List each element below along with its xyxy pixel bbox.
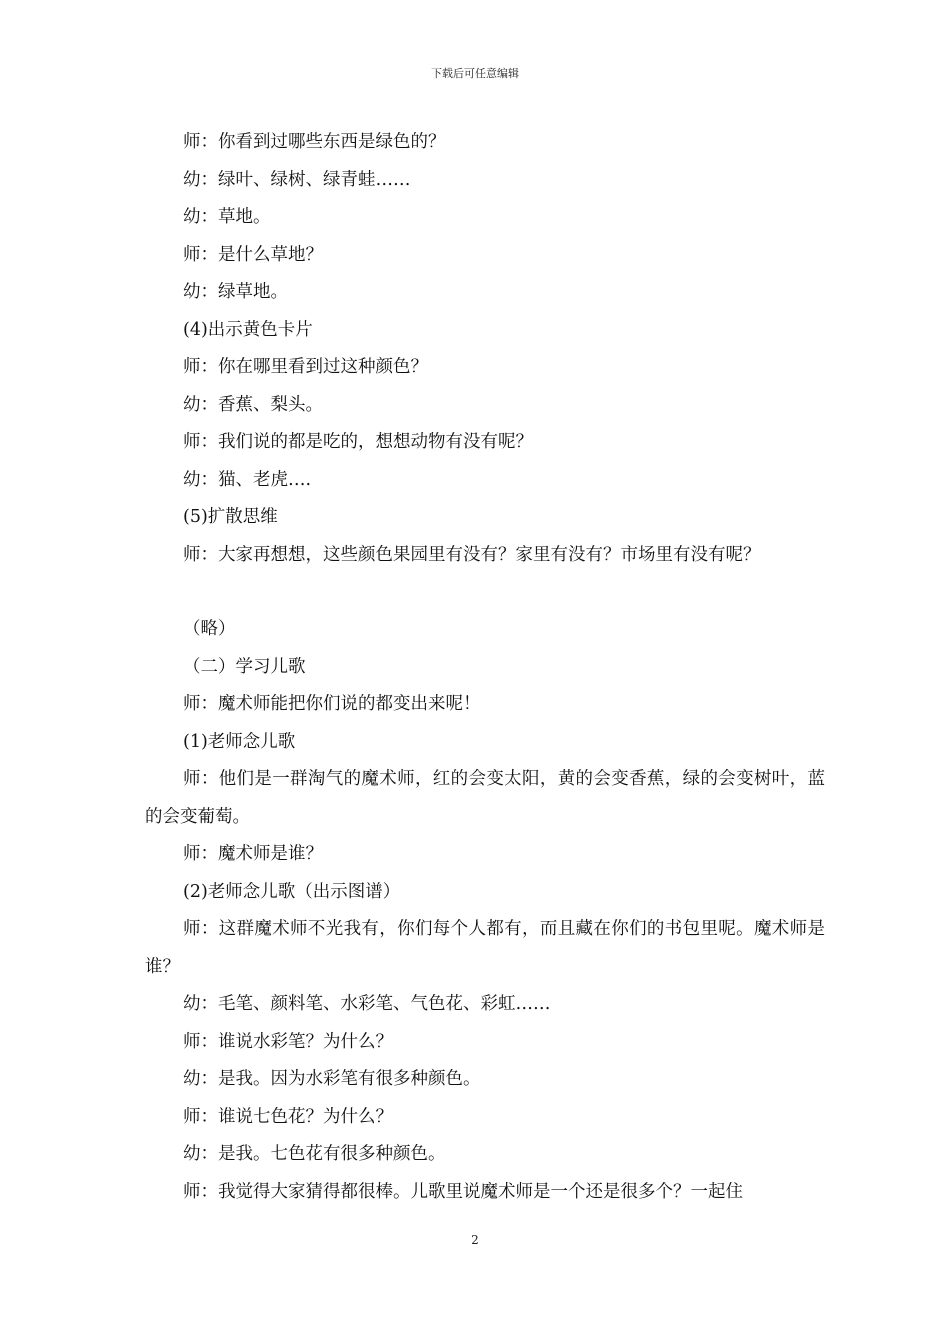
section-step: (4)出示黄色卡片 bbox=[183, 319, 313, 340]
paragraph-line: 幼：草地。 bbox=[183, 207, 271, 227]
page-header: 下载后可任意编辑 bbox=[431, 67, 519, 80]
paragraph-line: 师：我觉得大家猜得都很棒。儿歌里说魔术师是一个还是很多个？一起住 bbox=[183, 1181, 743, 1202]
paragraph-line: 师：你在哪里看到过这种颜色？ bbox=[183, 357, 428, 377]
paragraph-line: 幼：毛笔、颜料笔、水彩笔、气色花、彩虹…… bbox=[183, 994, 551, 1014]
document-body bbox=[145, 124, 825, 1211]
paragraph-line: 师：谁说七色花？为什么？ bbox=[183, 1106, 393, 1127]
paragraph-line: （略） bbox=[183, 619, 236, 639]
paragraph-line: 师：魔术师能把你们说的都变出来呢！ bbox=[183, 694, 481, 714]
paragraph-line: 师：谁说水彩笔？为什么？ bbox=[183, 1031, 393, 1052]
section-heading: （二）学习儿歌 bbox=[183, 656, 306, 677]
paragraph-line: 幼：是我。因为水彩笔有很多种颜色。 bbox=[183, 1069, 481, 1089]
paragraph-line: 幼：绿草地。 bbox=[183, 282, 288, 302]
paragraph-line: 师：大家再想想，这些颜色果园里有没有？家里有没有？市场里有没有呢？ bbox=[183, 544, 761, 565]
paragraph-line: 幼：猫、老虎…. bbox=[183, 469, 312, 490]
page-number: 2 bbox=[471, 1233, 479, 1247]
section-step: (5)扩散思维 bbox=[183, 507, 278, 527]
paragraph-line: 师：魔术师是谁？ bbox=[183, 844, 323, 864]
section-step: (1)老师念儿歌 bbox=[183, 731, 296, 752]
paragraph-line: 师：这群魔术师不光我有，你们每个人都有，而且藏在你们的书包里呢。魔术师是谁？ bbox=[145, 919, 825, 977]
paragraph-line: 师：他们是一群淘气的魔术师，红的会变太阳，黄的会变香蕉，绿的会变树叶，蓝的会变葡萄。 bbox=[145, 769, 825, 827]
paragraph-line: 师：你看到过哪些东西是绿色的？ bbox=[183, 132, 446, 152]
paragraph-line: 师：我们说的都是吃的，想想动物有没有呢？ bbox=[183, 432, 533, 452]
paragraph-line: 幼：香蕉、梨头。 bbox=[183, 394, 323, 415]
section-step: (2)老师念儿歌（出示图谱） bbox=[183, 881, 401, 902]
paragraph-line: 师：是什么草地？ bbox=[183, 244, 323, 265]
blank-line bbox=[145, 574, 825, 611]
paragraph-line: 幼：绿叶、绿树、绿青蛙…… bbox=[183, 169, 411, 190]
paragraph-line: 幼：是我。七色花有很多种颜色。 bbox=[183, 1144, 446, 1164]
